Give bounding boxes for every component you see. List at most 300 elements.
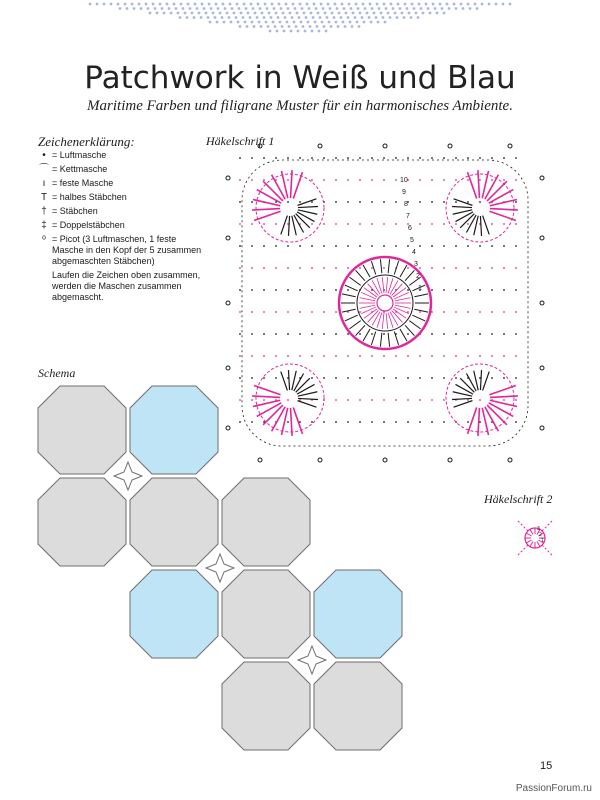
fan-stitch [288,216,289,236]
chain-dot [263,267,265,269]
picot-mark [508,458,512,462]
decor-dot [224,7,227,10]
decorative-dot-border [0,0,600,40]
legend [36,150,206,303]
round-number: 8 [404,201,408,208]
chain-dot [335,201,337,203]
decor-dot [216,21,219,24]
stitch-mark [388,313,393,328]
chain-dot [407,289,409,291]
decor-dot [427,7,430,10]
chain-dot [323,355,325,357]
chain-dot [443,377,445,379]
decor-dot [228,16,231,19]
chain-dot [431,355,433,357]
decor-dot [408,12,411,15]
stitch-mark [390,312,398,326]
decor-dot [266,7,269,10]
decor-dot [404,3,407,6]
decor-dot [242,16,245,19]
decor-dot [340,16,343,19]
decor-dot [186,16,189,19]
picot-mark [226,366,230,370]
decor-dot [335,21,338,24]
decor-dot [196,7,199,10]
chain-dot [347,179,349,181]
chain-dot [467,311,469,313]
decor-dot [268,12,271,15]
decor-dot [277,16,280,19]
decor-dot [124,3,127,6]
decor-dot [189,7,192,10]
chain-dot [323,377,325,379]
chain-dot [239,179,241,181]
decor-dot [279,21,282,24]
chain-dot [467,399,469,401]
decor-dot [209,21,212,24]
decor-dot [351,25,354,28]
decor-dot [217,7,220,10]
chain-dot [359,355,361,357]
bar-icon: ı [42,178,46,189]
decor-dot [410,16,413,19]
chain-dot [443,157,445,159]
chain-dot [335,311,337,313]
decor-dot [219,12,222,15]
picot-mark [383,144,387,148]
decor-dot [184,12,187,15]
stitch-mark [345,315,358,321]
chain-dot [491,289,493,291]
round-number: 1 [418,285,422,292]
fan-stitch [460,378,474,392]
decor-dot [251,21,254,24]
chain-dot [239,355,241,357]
chain-dot [275,223,277,225]
chain-dot [467,223,469,225]
fan-stitch [483,216,490,235]
decor-dot [247,12,250,15]
decor-dot [337,25,340,28]
chain-dot [335,157,337,159]
decor-dot [310,12,313,15]
chain-dot [347,223,349,225]
chain-dot [311,333,313,335]
legend-item-feste-masche: ı = feste Masche [36,178,206,189]
decor-dot [235,16,238,19]
decor-dot [343,7,346,10]
decor-dot [229,3,232,6]
decor-dot [259,7,262,10]
schema-star-filler [114,462,142,490]
chain-dot [359,377,361,379]
decor-dot [170,12,173,15]
decor-dot [177,12,180,15]
chain-dot [299,245,301,247]
chain-dot [383,245,385,247]
chain-dot [395,223,397,225]
chain-dot [251,245,253,247]
decor-dot [341,3,344,6]
chain-dot [311,245,313,247]
decor-dot [180,3,183,6]
decor-dot [323,25,326,28]
chain-dot [383,201,385,203]
decor-dot [198,12,201,15]
decor-dot [201,3,204,6]
chain-dot [287,355,289,357]
picot-icon: ᵒ [42,234,46,245]
schema-tile-grey [222,478,310,566]
picot-mark [540,366,544,370]
decor-dot [305,16,308,19]
chain-dot [263,179,265,181]
chain-dot [359,157,361,159]
decor-dot [356,21,359,24]
decor-dot [131,3,134,6]
chain-dot [323,157,325,159]
chain-dot [467,245,469,247]
chain-dot [263,245,265,247]
decor-dot [314,21,317,24]
decor-dot [349,21,352,24]
decor-dot [96,3,99,6]
decor-dot [226,12,229,15]
decor-dot [417,16,420,19]
chain-dot [275,355,277,357]
chain-dot [251,333,253,335]
fan-stitch [468,172,477,198]
decor-dot [443,12,446,15]
chain-dot [491,267,493,269]
decor-dot [252,7,255,10]
chain-dot [335,223,337,225]
decor-dot [308,7,311,10]
chain-dot [503,399,505,401]
legend-item-halbes-staebchen: T = halbes Stäbchen [36,192,206,203]
decor-dot [345,12,348,15]
chain-dot [515,245,517,247]
motif-stitch [526,540,531,543]
chain-dot [383,157,385,159]
stitch-mark [349,321,360,329]
decor-dot [348,3,351,6]
picot-mark [448,144,452,148]
chain-dot [419,179,421,181]
decor-dot [396,16,399,19]
decor-dot [208,3,211,6]
round-number: 3 [414,261,418,268]
decor-dot [495,3,498,6]
decor-dot [344,25,347,28]
decor-dot [319,16,322,19]
chain-dot [407,267,409,269]
chain-dot [503,223,505,225]
decor-dot [318,30,321,33]
half-double-icon: T [40,192,48,203]
stitch-mark [386,313,388,329]
decor-dot [413,7,416,10]
chain-dot [311,223,313,225]
chain-dot [311,179,313,181]
decor-dot [347,16,350,19]
decor-dot [377,21,380,24]
decor-dot [214,16,217,19]
decor-dot [276,30,279,33]
decor-dot [406,7,409,10]
decor-dot [397,3,400,6]
decor-dot [147,7,150,10]
motif-chain [542,520,553,531]
decor-dot [361,16,364,19]
chain-dot [419,421,421,423]
stitch-mark [360,298,376,301]
chain-dot [491,245,493,247]
chain-dot [515,311,517,313]
decor-dot [138,3,141,6]
decor-dot [304,30,307,33]
decor-dot [362,3,365,6]
chain-dot [239,377,241,379]
chain-dot [491,355,493,357]
chain-dot [287,201,289,203]
decor-dot [243,3,246,6]
decor-dot [236,3,239,6]
chain-dot [359,223,361,225]
chain-dot [431,267,433,269]
chain-dot [311,311,313,313]
fan-stitch [296,214,310,228]
chain-dot [383,333,385,335]
decor-dot [415,12,418,15]
decor-dot [282,12,285,15]
chain-dot [443,399,445,401]
chain-dot [359,333,361,335]
chain-dot [443,289,445,291]
decor-dot [223,21,226,24]
chain-dot [311,201,313,203]
chain-dot [467,179,469,181]
decor-dot [258,21,261,24]
chain-dot [347,377,349,379]
legend-item-picot: ᵒ = Picot (3 Luftmaschen, 1 feste Masche in den Kopf der 5 zusammen abgemaschten Stäbchen) [36,234,206,267]
chart2-label: Häkelschrift 2 [484,492,553,506]
chain-dot [359,245,361,247]
decor-dot [328,21,331,24]
site-watermark: PassionForum.ru [515,783,592,794]
decor-dot [327,3,330,6]
chain-dot [419,399,421,401]
decor-dot [297,30,300,33]
decor-dot [271,3,274,6]
decor-dot [269,30,272,33]
decor-dot [210,7,213,10]
chain-dot [419,267,421,269]
decor-dot [280,7,283,10]
stitch-mark [395,298,411,301]
decor-dot [273,7,276,10]
chain-dot [323,179,325,181]
decor-dot [187,3,190,6]
decor-dot [278,3,281,6]
chain-dot [479,355,481,357]
decor-dot [275,12,278,15]
decor-dot [260,25,263,28]
crochet-chart-2 [505,508,565,568]
chain-dot [263,157,265,159]
chain-dot [383,377,385,379]
decor-dot [358,25,361,28]
decor-dot [250,3,253,6]
decor-dot [368,16,371,19]
decor-dot [366,12,369,15]
decor-dot [363,21,366,24]
chain-dot [359,267,361,269]
chain-dot [479,399,481,401]
schema-tile-grey [38,478,126,566]
decor-dot [334,3,337,6]
decor-dot [301,7,304,10]
decor-dot [302,25,305,28]
decor-dot [156,12,159,15]
decor-dot [306,3,309,6]
stitch-mark [377,278,382,293]
chain-dot [383,223,385,225]
decor-dot [394,12,397,15]
decor-dot [293,21,296,24]
decor-dot [376,3,379,6]
decor-dot [140,7,143,10]
chain-dot [275,289,277,291]
chain-dot [515,223,517,225]
page-title: Patchwork in Weiß und Blau [84,60,516,96]
decor-dot [509,3,512,6]
decor-dot [207,16,210,19]
stitch-mark [382,277,384,293]
decor-dot [265,21,268,24]
decor-dot [296,12,299,15]
chain-dot [491,223,493,225]
decor-dot [133,7,136,10]
legend-item-staebchen: † = Stäbchen [36,206,206,217]
chain-dot [275,333,277,335]
chain-dot [479,157,481,159]
fan-stitch [452,206,472,207]
chain-dot [431,179,433,181]
chain-dot [371,355,373,357]
decor-dot [298,16,301,19]
decor-dot [429,12,432,15]
chain-dot [455,289,457,291]
decor-dot [333,16,336,19]
decor-dot [285,3,288,6]
chain-dot [503,267,505,269]
chain-dot [239,245,241,247]
chain-dot [347,245,349,247]
chain-dot [515,289,517,291]
chain-dot [251,377,253,379]
chain-dot [503,179,505,181]
chain-dot [251,267,253,269]
round-number: 4 [412,249,416,256]
decor-dot [355,3,358,6]
chain-dot [443,245,445,247]
chain-dot [479,201,481,203]
decor-dot [370,21,373,24]
round-number: 2 [416,273,420,280]
decor-dot [281,25,284,28]
chain-dot [263,223,265,225]
schema-tile-grey [38,386,126,474]
decor-dot [321,21,324,24]
chain-dot [371,377,373,379]
decor-dot [422,12,425,15]
decor-dot [152,3,155,6]
decor-dot [193,16,196,19]
schema-star-filler [206,554,234,582]
chain-dot [287,157,289,159]
chain-dot [503,289,505,291]
chain-dot [455,223,457,225]
decor-dot [231,7,234,10]
decor-dot [462,7,465,10]
chain-dot [371,333,373,335]
decor-dot [420,7,423,10]
decor-dot [246,25,249,28]
fan-stitch [298,206,318,207]
chain-dot [239,223,241,225]
decor-dot [357,7,360,10]
chain-dot [371,157,373,159]
chain-dot [287,245,289,247]
schema-tile-blue [130,570,218,658]
decor-dot [309,25,312,28]
decor-dot [267,25,270,28]
decor-dot [117,3,120,6]
legend-item-doppelstaebchen: ‡ = Doppelstäbchen [36,220,206,231]
decor-dot [159,3,162,6]
chain-dot [263,333,265,335]
chain-dot [251,179,253,181]
decor-dot [474,3,477,6]
chain-dot [431,289,433,291]
schema-tile-grey [130,478,218,566]
decor-dot [320,3,323,6]
chain-dot [275,245,277,247]
decor-dot [212,12,215,15]
chain-dot [251,289,253,291]
decor-dot [434,7,437,10]
chain-dot [371,223,373,225]
decor-dot [145,3,148,6]
decor-dot [239,25,242,28]
decor-dot [179,16,182,19]
fan-stitch [483,372,490,391]
chain-dot [323,245,325,247]
chain-dot [275,267,277,269]
stitch-mark [372,280,380,294]
chain-dot [395,157,397,159]
decor-dot [390,3,393,6]
decor-dot [311,30,314,33]
chain-dot [359,179,361,181]
legend-title: Zeichenerklärung: [38,134,135,149]
decor-dot [330,25,333,28]
decor-dot [126,7,129,10]
chain-dot [323,267,325,269]
chain-dot [335,289,337,291]
chain-dot [359,311,361,313]
